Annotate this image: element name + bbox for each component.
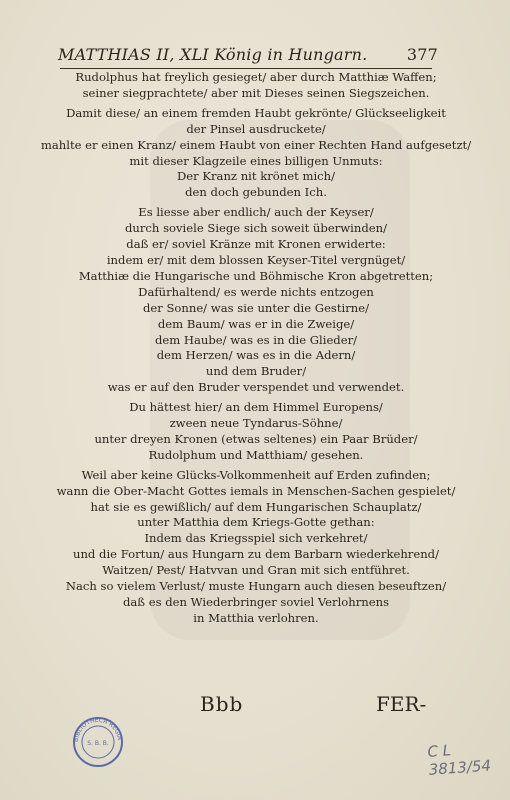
text-line: Es liesse aber endlich/ auch der Keyser/ xyxy=(138,205,374,220)
text-line: dem Herzen/ was es in die Adern/ xyxy=(156,348,356,363)
library-stamp xyxy=(72,716,124,768)
text-line: Du hättest hier/ an dem Himmel Europens/ xyxy=(129,400,383,415)
text-line: was er auf den Bruder verspendet und verwendet. xyxy=(107,380,405,395)
header-rule xyxy=(60,68,432,69)
text-line: indem er/ mit dem blossen Keyser-Titel vergnüget/ xyxy=(106,252,406,267)
text-line: Indem das Kriegsspiel sich verkehret/ xyxy=(144,531,368,546)
text-line: unter dreyen Kronen (etwas seltenes) ein Paar Brüder/ xyxy=(94,431,418,446)
text-line: Dafürhaltend/ es werde nichts entzogen xyxy=(138,284,374,299)
text-line: seiner siegprachtete/ aber mit Dieses seinen Siegszeichen. xyxy=(82,85,430,100)
text-line: Damit diese/ an einem fremden Haubt gekrönte/ Glückseeligkeit xyxy=(66,105,446,120)
text-line: der Sonne/ was sie unter die Gestirne/ xyxy=(142,300,370,315)
text-line: mit dieser Klagzeile eines billigen Unmuts: xyxy=(129,153,383,168)
stamp-center-text: S. B. B. xyxy=(87,740,109,747)
text-line: in Matthia verlohren. xyxy=(193,610,319,625)
text-line: Rudolphum und Matthiam/ gesehen. xyxy=(148,447,364,462)
text-line: durch soviele Siege sich soweit überwinden/ xyxy=(125,221,387,236)
text-line: Rudolphus hat freylich gesieget/ aber durch Matthiæ Waffen; xyxy=(75,70,437,84)
text-line: zween neue Tyndarus-Söhne/ xyxy=(169,416,343,431)
page-number: 377 xyxy=(406,45,438,64)
running-title: MATTHIAS II, XLI König in Hungarn. xyxy=(58,45,368,64)
text-line: Weil aber keine Glücks-Volkommenheit auf Erden zufinden; xyxy=(81,467,431,482)
text-line: Matthiæ die Hungarische und Böhmische Kron abgetretten; xyxy=(78,268,434,283)
signature-mark: Bbb xyxy=(200,692,244,716)
catchword: FER- xyxy=(376,692,427,716)
text-line: der Pinsel ausdruckete/ xyxy=(186,121,326,136)
body-text xyxy=(36,70,476,627)
text-line: und dem Bruder/ xyxy=(205,364,307,379)
text-line: hat sie es gewißlich/ auf dem Hungarischen Schauplatz/ xyxy=(90,499,422,514)
text-line: daß es den Wiederbringer soviel Verlohrnens xyxy=(122,595,390,609)
stamp-ring-text: BIBLIOTHECA REGIA xyxy=(72,716,123,743)
shelfmark: C L 3813/54 xyxy=(426,741,492,779)
text-line: dem Haube/ was es in die Glieder/ xyxy=(154,332,358,347)
text-line: daß er/ soviel Kränze mit Kronen erwiderte: xyxy=(126,237,386,252)
text-line: dem Baum/ was er in die Zweige/ xyxy=(157,316,355,331)
text-line: und die Fortun/ aus Hungarn zu dem Barbarn wiederkehrend/ xyxy=(72,547,439,562)
page-header xyxy=(58,45,438,64)
text-line: unter Matthia dem Kriegs-Gotte gethan: xyxy=(137,515,375,530)
text-line: wann die Ober-Macht Gottes iemals in Menschen-Sachen gespielet/ xyxy=(56,483,456,498)
text-line: Der Kranz nit krönet mich/ xyxy=(176,169,336,184)
text-line: Nach so vielem Verlust/ muste Hungarn auch diesen beseuftzen/ xyxy=(65,579,447,594)
text-line: mahlte er einen Kranz/ einem Haubt von einer Rechten Hand aufgesetzt/ xyxy=(40,137,472,152)
text-line: Waitzen/ Pest/ Hatvvan und Gran mit sich entführet. xyxy=(102,563,410,578)
text-line: den doch gebunden Ich. xyxy=(185,185,327,200)
